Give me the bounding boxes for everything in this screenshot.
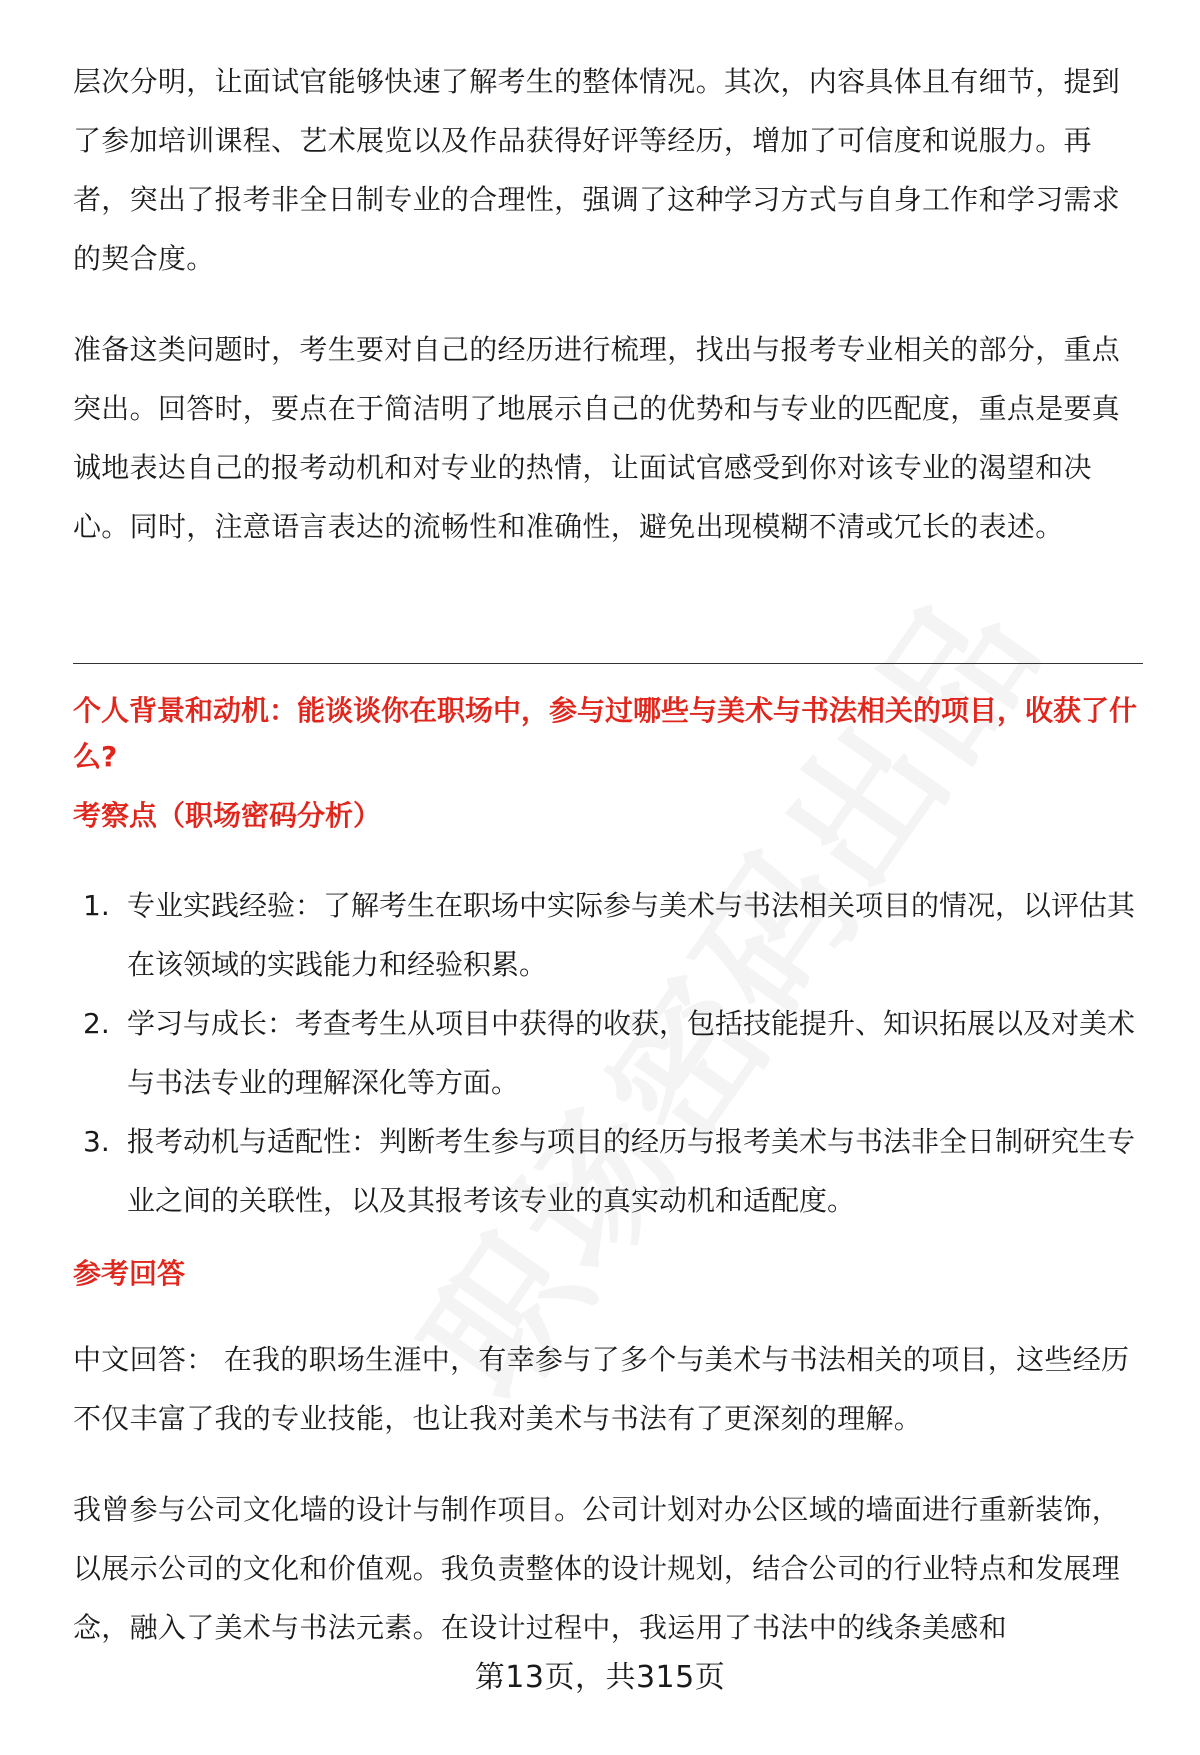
list-number: 2. bbox=[83, 1007, 110, 1040]
list-item-text: 专业实践经验：了解考生在职场中实际参与美术与书法相关项目的情况，以评估其在该领域的实践能力和经验积累。 bbox=[127, 889, 1136, 981]
question-title: 个人背景和动机：能谈谈你在职场中，参与过哪些与美术与书法相关的项目，收获了什么? bbox=[73, 694, 1138, 773]
list-item bbox=[73, 876, 1143, 994]
section-divider bbox=[73, 663, 1143, 664]
intro-section bbox=[73, 52, 1143, 556]
intro-paragraph: 层次分明，让面试官能够快速了解考生的整体情况。其次，内容具体且有细节，提到了参加培训课程、艺术展览以及作品获得好评等经历，增加了可信度和说服力。再者，突出了报考非全日制专业的合理性，强调了这种学习方式与自身工作和学习需求的契合度。 bbox=[73, 65, 1121, 275]
answer-paragraph: 我曾参与公司文化墙的设计与制作项目。公司计划对办公区域的墙面进行重新装饰，以展示公司的文化和价值观。我负责整体的设计规划，结合公司的行业特点和发展理念，融入了美术与书法元素。在设计过程中，我运用了书法中的线条美感和 bbox=[73, 1493, 1121, 1644]
answer-paragraph: 中文回答： 在我的职场生涯中，有幸参与了多个与美术与书法相关的项目，这些经历不仅丰富了我的专业技能，也让我对美术与书法有了更深刻的理解。 bbox=[73, 1343, 1130, 1435]
list-item bbox=[73, 994, 1143, 1112]
list-number: 3. bbox=[83, 1125, 110, 1158]
page-number: 第13页，共315页 bbox=[474, 1660, 726, 1695]
intro-paragraph: 准备这类问题时，考生要对自己的经历进行梳理，找出与报考专业相关的部分，重点突出。回答时，要点在于简洁明了地展示自己的优势和与专业的匹配度，重点是要真诚地表达自己的报考动机和对专业的热情，让面试官感受到你对该专业的渴望和决心。同时，注意语言表达的流畅性和准确性，避免出现模糊不清或冗长的表述。 bbox=[73, 333, 1121, 543]
analysis-list bbox=[73, 876, 1143, 1230]
answer-section bbox=[73, 1330, 1143, 1657]
list-item bbox=[73, 1112, 1143, 1230]
list-number: 1. bbox=[83, 889, 110, 922]
analysis-heading: 考察点（职场密码分析） bbox=[73, 799, 382, 832]
list-item-text: 报考动机与适配性：判断考生参与项目的经历与报考美术与书法非全日制研究生专业之间的关联性，以及其报考该专业的真实动机和适配度。 bbox=[127, 1125, 1136, 1217]
list-item-text: 学习与成长：考查考生从项目中获得的收获，包括技能提升、知识拓展以及对美术与书法专业的理解深化等方面。 bbox=[127, 1007, 1136, 1099]
reference-heading: 参考回答 bbox=[73, 1257, 186, 1290]
